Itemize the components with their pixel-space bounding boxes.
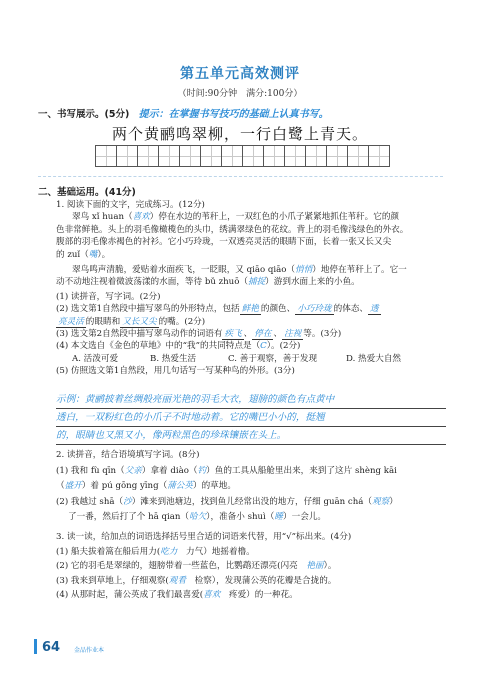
q3-line-3: (3) 我来到草地上，仔细观察(观看 检察），发现蒲公英的花瓣是合拢的。 xyxy=(56,575,337,586)
sub-question-4: (4) 本文选自《金色的草地》中的“我”的共同特点是（C）。(2分) xyxy=(56,341,301,352)
answer-shape[interactable]: 小巧玲珑 xyxy=(297,304,332,315)
answer-line-1[interactable]: 示例：黄鹂披着丝绸般亮丽光艳的羽毛大衣，翅膀的颜色有点黄中 xyxy=(56,391,446,409)
passage-line-6: 动不动地注视着微波荡漾的水面，等待 bǔ zhuō（捕捉）游到水面上来的小鱼。 xyxy=(56,277,360,288)
answer-xihuan[interactable]: 喜欢 xyxy=(132,212,150,223)
q2-line-3: (2) 我越过 shā（沙）滩来到池塘边，找到鱼儿经常出没的地方，仔细 guān chá（观察） xyxy=(56,496,398,507)
footer-accent-bar xyxy=(34,639,37,654)
grid-cell[interactable] xyxy=(200,145,222,167)
choice-yanli[interactable]: 艳丽 xyxy=(306,561,324,572)
answer-verb-3[interactable]: 注视 xyxy=(284,329,302,340)
question-3-block xyxy=(56,530,451,603)
grid-cell[interactable] xyxy=(221,145,243,167)
section-divider xyxy=(38,176,443,177)
answer-buzhuo[interactable]: 捕捉 xyxy=(247,277,266,288)
passage-line-3: 腹部的羽毛像赤褐色的衬衫。它小巧玲珑，一双透亮灵活的眼睛下面，长着一张又长又尖 xyxy=(56,237,392,248)
q3-intro: 3. 读一读，给加点的词语选择括号里合适的词语来代替，用“√”标出来。(4分) xyxy=(56,532,352,542)
grid-cell[interactable] xyxy=(137,145,159,167)
choice-xihuan[interactable]: 喜欢 xyxy=(203,590,221,601)
answer-eyes-part1[interactable]: 透 xyxy=(370,304,379,315)
answer-fuqin[interactable]: 父亲 xyxy=(124,465,142,476)
grid-cell[interactable] xyxy=(347,145,369,167)
q2-intro: 2. 读拼音，结合语境填写字词。(8分) xyxy=(56,450,200,460)
writing-hint: 提示：在掌握书写技巧的基础上认真书写。 xyxy=(138,109,329,120)
answer-haqian[interactable]: 哈欠 xyxy=(188,512,207,522)
answer-color[interactable]: 鲜艳 xyxy=(241,304,259,315)
sub-question-5: (5) 仿照选文第1自然段，用几句话写一写某种鸟的外形。(3分) xyxy=(56,366,295,377)
option-a[interactable]: A. 活泼可爱 xyxy=(72,353,119,364)
passage-line-5: 翠鸟鸣声清脆，爱贴着水面疾飞，一眨眼，又 qiāo qiāo（悄悄）地停在苇秆上了。它一 xyxy=(72,265,407,276)
option-d[interactable]: D. 热爱大自然 xyxy=(346,353,402,364)
q3-line-2: (2) 它的羽毛是翠绿的，翅膀带着一些蓝色，比鹦鹉还漂亮(闪亮 艳丽）。 xyxy=(56,561,337,572)
answer-line-3[interactable]: 的，眼睛也又黑又小，像两粒黑色的珍珠镶嵌在头上。 xyxy=(56,427,446,445)
answer-diao[interactable]: 钓 xyxy=(197,465,207,476)
page-number: 64 xyxy=(42,640,61,655)
sub-question-2a: (2) 选文第1自然段中描写翠鸟的外形特点，包括 鲜艳 的颜色、 小巧玲珑 的体态、 透 xyxy=(56,304,379,315)
passage-line-2: 色非常鲜艳。头上的羽毛像橄榄色的头巾，绣满翠绿色的花纹。背上的羽毛像浅绿色的外衣。 xyxy=(56,224,409,235)
q3-line-4: (4) 从那时起，蒲公英成了我们最喜爱(喜欢 疼爱）的一种花。 xyxy=(56,590,298,601)
answer-choice[interactable]: C xyxy=(260,341,267,352)
grid-cell[interactable] xyxy=(95,145,117,167)
answer-shengkai[interactable]: 盛开 xyxy=(64,481,82,491)
section-2-heading: 二、基础运用。(41分) xyxy=(38,187,136,198)
poem-line: 两个黄鹂鸣翠柳，一行白鹭上青天。 xyxy=(111,125,368,143)
q2-line-2: （盛开）着 pú gōng yīng（蒲公英）的草地。 xyxy=(56,481,236,491)
sub-question-4-options xyxy=(56,353,446,365)
q3-line-1: (1) 船夫拔着篙在船后用力(吃力 力气）地摇着橹。 xyxy=(56,546,255,557)
question-1-block xyxy=(56,199,446,378)
section-1-heading xyxy=(38,105,329,120)
q2-line-1: (1) 我和 fù qīn（父亲）拿着 diào（钓）鱼的工具从船舱里出来，来到了这片 shèng kāi xyxy=(56,465,397,476)
footer-label: 金品作业本 xyxy=(74,647,105,654)
answer-pugongying[interactable]: 蒲公英 xyxy=(167,481,193,491)
grid-cell[interactable] xyxy=(179,145,201,167)
option-c[interactable]: C. 善于观察，善于发现 xyxy=(228,353,318,364)
answer-zui[interactable]: 嘴 xyxy=(88,249,98,260)
sub-question-2b: 亮灵活 的眼睛和 又长又尖 的嘴。(2分) xyxy=(58,316,206,327)
sub-question-1: (1) 读拼音，写字词。(2分) xyxy=(56,291,161,302)
answer-qiaoqiao[interactable]: 悄悄 xyxy=(295,265,313,276)
writing-grid[interactable] xyxy=(95,145,389,167)
section-1-title: 一、书写展示。(5分) xyxy=(38,109,130,120)
answer-verb-1[interactable]: 疾飞 xyxy=(224,329,242,340)
question-2-block xyxy=(56,448,451,526)
grid-cell[interactable] xyxy=(368,145,390,167)
grid-cell[interactable] xyxy=(242,145,264,167)
passage-line-1: 翠鸟 xǐ huan（喜欢）停在水边的苇秆上，一双红色的小爪子紧紧地抓住苇秆。它的颜 xyxy=(72,212,400,223)
answer-eyes-part2[interactable]: 亮灵活 xyxy=(58,316,84,327)
answer-writing-area[interactable] xyxy=(56,391,446,445)
grid-cell[interactable] xyxy=(305,145,327,167)
q1-intro: 1. 阅读下面的文字，完成练习。(12分) xyxy=(56,200,205,210)
choice-shanliang[interactable]: 闪亮 xyxy=(280,561,298,572)
answer-shui[interactable]: 睡 xyxy=(274,512,284,522)
answer-verb-2[interactable]: 停在 xyxy=(254,329,272,340)
answer-sha[interactable]: 沙 xyxy=(123,496,132,507)
grid-cell[interactable] xyxy=(284,145,306,167)
page-title: 第五单元高效测评 xyxy=(180,66,300,82)
choice-guankan[interactable]: 观看 xyxy=(168,575,186,586)
passage-line-4: 的 zuǐ（嘴）。 xyxy=(56,249,111,260)
q2-line-4: 了一番，然后打了个 hā qian（哈欠），准备小 shuì（睡）一会儿。 xyxy=(68,512,326,522)
answer-beak[interactable]: 又长又尖 xyxy=(122,316,157,327)
grid-cell[interactable] xyxy=(158,145,180,167)
time-score-info: （时间:90分钟 满分:100分） xyxy=(177,89,303,99)
grid-cell[interactable] xyxy=(263,145,285,167)
grid-cell[interactable] xyxy=(116,145,138,167)
grid-cell[interactable] xyxy=(326,145,348,167)
choice-chili[interactable]: 吃力 xyxy=(160,546,178,557)
sub-question-3: (3) 选文第2自然段中描写翠鸟动作的词语有 疾飞 、 停在 、 注视 等。(3分) xyxy=(56,329,342,340)
answer-guancha[interactable]: 观察 xyxy=(372,496,390,507)
option-b[interactable]: B. 热爱生活 xyxy=(150,353,197,364)
answer-line-2[interactable]: 透白，一双粉红色的小爪子不时地动着。它的嘴巴小小的，挺翘 xyxy=(56,409,446,427)
